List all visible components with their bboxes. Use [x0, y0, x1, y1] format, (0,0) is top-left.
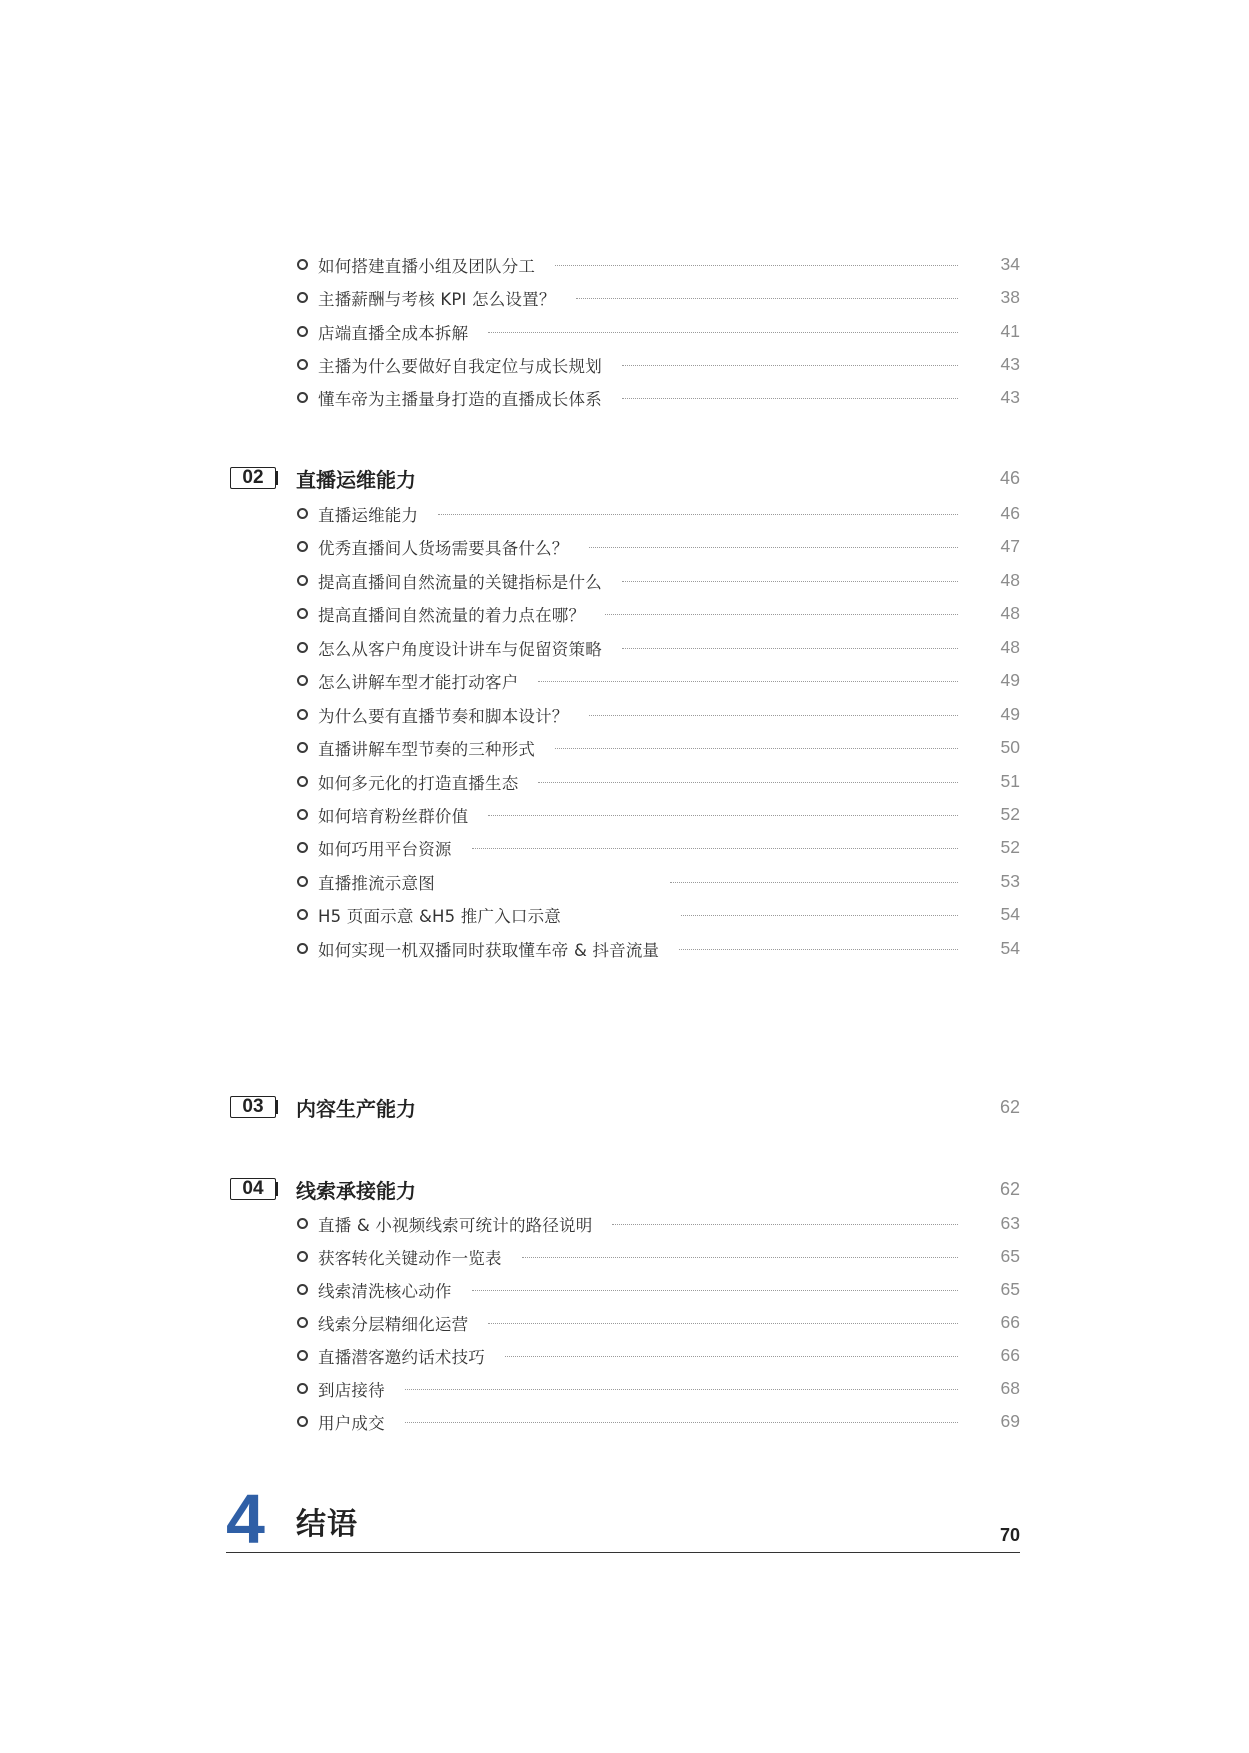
bullet-icon — [297, 909, 308, 920]
toc-item[interactable] — [297, 631, 1020, 664]
toc-item[interactable] — [297, 1306, 1020, 1339]
bullet-icon — [297, 1284, 308, 1295]
toc-item-page: 51 — [1000, 771, 1020, 791]
dot-leader — [538, 782, 958, 783]
toc-item-title: 店端直播全成本拆解 — [318, 323, 469, 343]
toc-item-title: 怎么从客户角度设计讲车与促留资策略 — [318, 639, 602, 659]
bullet-icon — [297, 292, 308, 303]
toc-item-title: 如何实现一机双播同时获取懂车帝 & 抖音流量 — [318, 940, 660, 960]
chapter-number: 4 — [226, 1480, 265, 1558]
toc-item[interactable] — [297, 315, 1020, 348]
dot-leader — [681, 915, 958, 916]
toc-item-page: 66 — [1000, 1345, 1020, 1365]
toc-item[interactable] — [297, 597, 1020, 630]
toc-item-page: 54 — [1000, 938, 1020, 958]
toc-item[interactable] — [297, 348, 1020, 381]
toc-item-title: 直播推流示意图 — [318, 873, 435, 893]
toc-item-title: 到店接待 — [318, 1380, 385, 1400]
toc-item-title: 主播为什么要做好自我定位与成长规划 — [318, 356, 602, 376]
toc-item-title: 为什么要有直播节奏和脚本设计？ — [318, 706, 569, 726]
toc-item[interactable] — [297, 798, 1020, 831]
toc-item[interactable] — [297, 497, 1020, 530]
toc-item[interactable] — [297, 1405, 1020, 1438]
toc-item-title: 怎么讲解车型才能打动客户 — [318, 672, 519, 692]
toc-item[interactable] — [297, 1240, 1020, 1273]
toc-item-title: 用户成交 — [318, 1413, 385, 1433]
toc-item-page: 43 — [1000, 387, 1020, 407]
bullet-icon — [297, 392, 308, 403]
toc-item[interactable] — [297, 1207, 1020, 1240]
toc-item[interactable] — [297, 381, 1020, 414]
toc-item[interactable] — [297, 698, 1020, 731]
bullet-icon — [297, 809, 308, 820]
toc-item-title: 直播讲解车型节奏的三种形式 — [318, 739, 536, 759]
toc-item-title: 直播潜客邀约话术技巧 — [318, 1347, 485, 1367]
dot-leader — [405, 1389, 958, 1390]
toc-item-page: 54 — [1000, 904, 1020, 924]
dot-leader — [612, 1224, 958, 1225]
bullet-icon — [297, 876, 308, 887]
toc-item-page: 53 — [1000, 871, 1020, 891]
dot-leader — [488, 332, 958, 333]
toc-item[interactable] — [297, 281, 1020, 314]
toc-item-page: 65 — [1000, 1246, 1020, 1266]
dot-leader — [488, 815, 958, 816]
toc-item-title: 如何多元化的打造直播生态 — [318, 773, 519, 793]
dot-leader — [622, 581, 958, 582]
bullet-icon — [297, 1416, 308, 1427]
toc-item[interactable] — [297, 530, 1020, 563]
toc-item-page: 34 — [1000, 254, 1020, 274]
toc-item-title: 主播薪酬与考核 KPI 怎么设置？ — [318, 289, 556, 309]
toc-item[interactable] — [297, 564, 1020, 597]
bullet-icon — [297, 709, 308, 720]
section-page: 62 — [999, 1178, 1020, 1199]
bullet-icon — [297, 259, 308, 270]
toc-item[interactable] — [297, 664, 1020, 697]
toc-item-page: 48 — [1000, 570, 1020, 590]
dot-leader — [589, 715, 959, 716]
bullet-icon — [297, 675, 308, 686]
toc-item[interactable] — [297, 731, 1020, 764]
chapter-title: 结语 — [296, 1507, 358, 1542]
bullet-icon — [297, 508, 308, 519]
toc-item[interactable] — [297, 1273, 1020, 1306]
section-page: 46 — [999, 467, 1020, 488]
section-heading-02[interactable] — [230, 460, 1020, 496]
section-number-badge: 03 — [230, 1096, 276, 1118]
toc-item[interactable] — [297, 1339, 1020, 1372]
dot-leader — [555, 748, 958, 749]
dot-leader — [538, 681, 958, 682]
toc-item[interactable] — [297, 831, 1020, 864]
section-heading-03[interactable] — [230, 1089, 1020, 1125]
toc-item-page: 52 — [1000, 804, 1020, 824]
toc-item-page: 66 — [1000, 1312, 1020, 1332]
dot-leader — [522, 1257, 958, 1258]
bullet-icon — [297, 1383, 308, 1394]
bullet-icon — [297, 842, 308, 853]
dot-leader — [555, 265, 958, 266]
toc-item-title: 如何培育粉丝群价值 — [318, 806, 469, 826]
dot-leader — [438, 514, 958, 515]
chapter-page: 70 — [999, 1525, 1020, 1545]
toc-item[interactable] — [297, 898, 1020, 931]
toc-item-title: 优秀直播间人货场需要具备什么？ — [318, 538, 569, 558]
dot-leader — [589, 547, 959, 548]
toc-item-title: 如何巧用平台资源 — [318, 839, 452, 859]
dot-leader — [488, 1323, 958, 1324]
toc-item-title: 线索分层精细化运营 — [318, 1314, 469, 1334]
dot-leader — [622, 648, 958, 649]
bullet-icon — [297, 642, 308, 653]
bullet-icon — [297, 943, 308, 954]
bullet-icon — [297, 541, 308, 552]
bullet-icon — [297, 1350, 308, 1361]
dot-leader — [622, 365, 958, 366]
bullet-icon — [297, 1317, 308, 1328]
section-page: 62 — [999, 1096, 1020, 1117]
toc-item-page: 52 — [1000, 837, 1020, 857]
bullet-icon — [297, 776, 308, 787]
bullet-icon — [297, 359, 308, 370]
dot-leader — [472, 1290, 958, 1291]
bullet-icon — [297, 575, 308, 586]
toc-item-title: 获客转化关键动作一览表 — [318, 1248, 502, 1268]
dot-leader — [622, 398, 958, 399]
toc-item-page: 49 — [1000, 704, 1020, 724]
toc-item[interactable] — [297, 248, 1020, 281]
toc-item-page: 47 — [1000, 536, 1020, 556]
toc-item-page: 65 — [1000, 1279, 1020, 1299]
toc-item-page: 48 — [1000, 603, 1020, 623]
toc-item-title: 直播运维能力 — [318, 505, 419, 525]
dot-leader — [605, 614, 958, 615]
toc-item-page: 41 — [1000, 321, 1020, 341]
bullet-icon — [297, 608, 308, 619]
section-title: 内容生产能力 — [296, 1096, 416, 1121]
toc-item[interactable] — [297, 932, 1020, 965]
section-number-badge: 04 — [230, 1178, 276, 1200]
dot-leader — [405, 1422, 958, 1423]
toc-item-page: 69 — [1000, 1411, 1020, 1431]
toc-item-title: 懂车帝为主播量身打造的直播成长体系 — [318, 389, 602, 409]
section-number-badge: 02 — [230, 467, 276, 489]
dot-leader — [670, 882, 958, 883]
toc-item-page: 46 — [1000, 503, 1020, 523]
dot-leader — [679, 949, 958, 950]
toc-item-page: 50 — [1000, 737, 1020, 757]
section-title: 线索承接能力 — [296, 1178, 416, 1203]
dot-leader — [576, 298, 958, 299]
bullet-icon — [297, 742, 308, 753]
toc-item-title: H5 页面示意 &H5 推广入口示意 — [318, 906, 562, 926]
section-heading-04[interactable] — [230, 1171, 1020, 1207]
toc-item[interactable] — [297, 1372, 1020, 1405]
toc-item-page: 38 — [1000, 287, 1020, 307]
toc-item-page: 48 — [1000, 637, 1020, 657]
toc-item-title: 直播 & 小视频线索可统计的路径说明 — [318, 1215, 593, 1235]
dot-leader — [505, 1356, 958, 1357]
toc-item[interactable] — [297, 765, 1020, 798]
toc-item-title: 线索清洗核心动作 — [318, 1281, 452, 1301]
chapter-heading-4[interactable] — [226, 1480, 1020, 1558]
toc-item[interactable] — [297, 865, 1020, 898]
toc-item-title: 提高直播间自然流量的关键指标是什么 — [318, 572, 602, 592]
toc-item-title: 如何搭建直播小组及团队分工 — [318, 256, 536, 276]
toc-item-title: 提高直播间自然流量的着力点在哪？ — [318, 605, 586, 625]
toc-item-page: 63 — [1000, 1213, 1020, 1233]
dot-leader — [472, 848, 958, 849]
toc-item-page: 49 — [1000, 670, 1020, 690]
bullet-icon — [297, 1251, 308, 1262]
toc-item-page: 43 — [1000, 354, 1020, 374]
toc-item-page: 68 — [1000, 1378, 1020, 1398]
bullet-icon — [297, 1218, 308, 1229]
section-title: 直播运维能力 — [296, 467, 416, 492]
bullet-icon — [297, 326, 308, 337]
